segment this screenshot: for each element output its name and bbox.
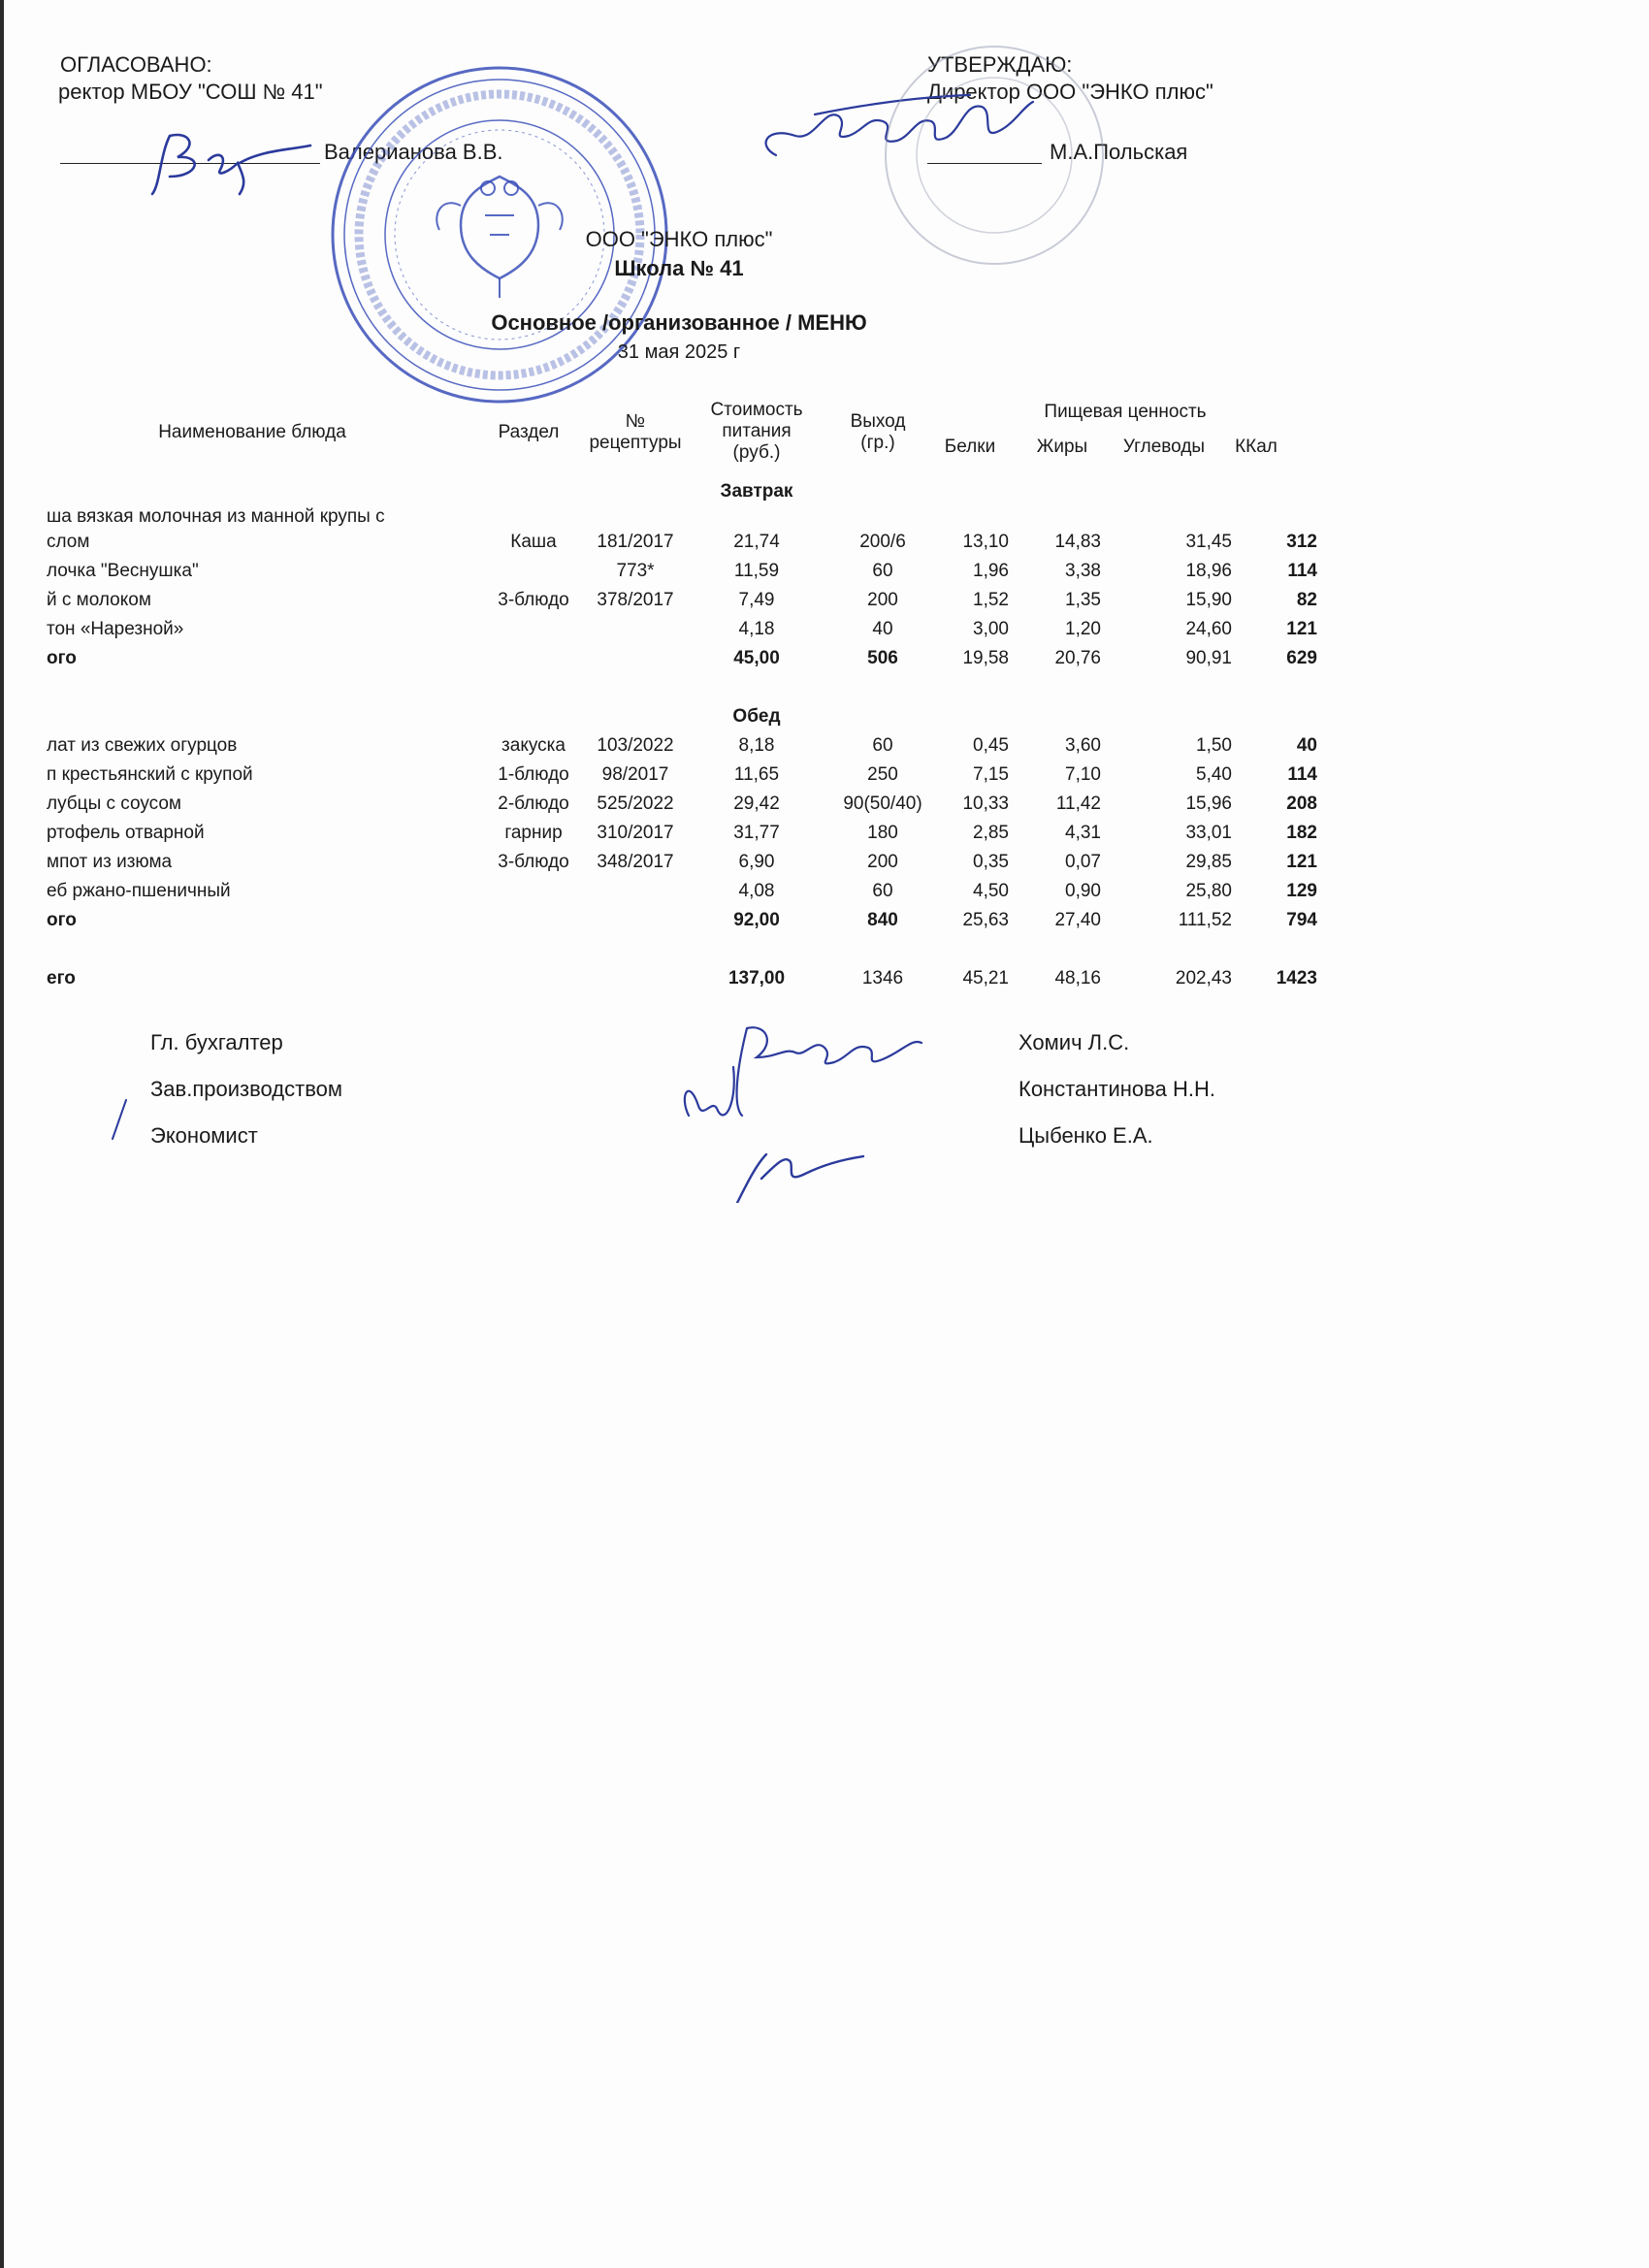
accountant-signatures [669, 1009, 960, 1203]
total-output: 840 [867, 910, 898, 930]
cell-recipe: 103/2022 [597, 735, 674, 756]
signature-name: Цыбенко Е.А. [1018, 1123, 1153, 1148]
cell-fat: 4,31 [1065, 823, 1101, 843]
cell-kcal: 121 [1286, 852, 1317, 872]
total-carbs: 111,52 [1178, 910, 1232, 930]
cell-cost: 21,74 [733, 532, 780, 552]
table-row [39, 613, 1319, 642]
cell-recipe: 348/2017 [597, 852, 674, 872]
cell-recipe: 378/2017 [597, 590, 674, 610]
col-section: Раздел [498, 422, 560, 442]
cell-cost: 6,90 [738, 852, 775, 872]
col-cost: Стоимость питания (руб.) [710, 400, 803, 463]
table-row [39, 729, 1319, 759]
cell-kcal: 129 [1286, 881, 1317, 901]
cell-output: 200/6 [859, 532, 906, 552]
cell-recipe: 525/2022 [597, 794, 674, 814]
cell-section: 1-блюдо [498, 764, 569, 785]
table-row [39, 526, 1319, 555]
cell-section: 3-блюдо [498, 590, 569, 610]
table-row [39, 584, 1319, 613]
cell-output: 250 [867, 764, 898, 785]
cell-carbs: 5,40 [1196, 764, 1232, 785]
cell-output: 40 [872, 619, 893, 639]
signature-name: Константинова Н.Н. [1018, 1077, 1215, 1101]
cell-section: Каша [510, 532, 557, 552]
total-cost: 137,00 [728, 968, 786, 988]
cell-section: гарнир [504, 823, 563, 843]
cell-name: ртофель отварной [47, 823, 205, 843]
approval-right-title: УТВЕРЖДАЮ: [927, 52, 1073, 77]
cell-fat: 11,42 [1055, 794, 1101, 814]
cell-cost: 29,42 [733, 794, 780, 814]
cell-protein: 7,15 [973, 764, 1009, 785]
menu-table [39, 396, 1319, 991]
cell-carbs: 18,96 [1185, 561, 1232, 581]
total-protein: 25,63 [962, 910, 1009, 930]
signature-role: Экономист [150, 1123, 258, 1148]
cell-protein: 10,33 [962, 794, 1009, 814]
cell-protein: 1,96 [973, 561, 1009, 581]
cell-protein: 4,50 [973, 881, 1009, 901]
cell-carbs: 31,45 [1185, 532, 1232, 552]
table-row [39, 875, 1319, 904]
signature-role: Гл. бухгалтер [150, 1030, 283, 1054]
cell-kcal: 114 [1287, 764, 1317, 785]
scan-edge [0, 0, 4, 2268]
school-name: Школа № 41 [614, 256, 744, 280]
menu-title: Основное /организованное / МЕНЮ [491, 310, 867, 335]
left-director-signature [131, 116, 315, 204]
col-carbs: Углеводы [1122, 437, 1206, 457]
cell-protein: 1,52 [973, 590, 1009, 610]
cell-section: закуска [501, 735, 566, 756]
cell-kcal: 182 [1286, 823, 1317, 843]
total-carbs: 202,43 [1175, 968, 1232, 988]
cell-recipe: 181/2017 [597, 532, 674, 552]
cell-carbs: 29,85 [1185, 852, 1232, 872]
cell-output: 200 [867, 590, 898, 610]
breakfast-total-row [39, 642, 1319, 671]
company-name: ООО "ЭНКО плюс" [585, 227, 773, 251]
approval-left-title: ОГЛАСОВАНО: [60, 52, 212, 77]
cell-name: лубцы с соусом [47, 794, 181, 814]
total-carbs: 90,91 [1185, 648, 1232, 668]
cell-output: 60 [872, 561, 893, 581]
total-fat: 48,16 [1054, 968, 1101, 988]
cell-protein: 13,10 [962, 532, 1009, 552]
cell-kcal: 312 [1286, 532, 1317, 552]
cell-fat: 1,35 [1065, 590, 1101, 610]
table-row [39, 759, 1319, 788]
cell-name: лочка "Веснушка" [47, 561, 199, 581]
total-protein: 19,58 [962, 648, 1009, 668]
table-row [39, 555, 1319, 584]
cell-fat: 3,60 [1065, 735, 1101, 756]
cell-name: лат из свежих огурцов [47, 735, 238, 756]
cell-name: слом [47, 532, 90, 552]
table-row [39, 817, 1319, 846]
cell-section: 3-блюдо [498, 852, 569, 872]
total-name: ого [47, 648, 77, 668]
cell-recipe: 98/2017 [601, 764, 669, 785]
col-kcal: ККал [1235, 437, 1277, 457]
cell-name: мпот из изюма [47, 852, 173, 872]
cell-name: тон «Нарезной» [47, 619, 184, 639]
total-protein: 45,21 [962, 968, 1009, 988]
cell-name: еб ржано-пшеничный [47, 881, 231, 901]
cell-fat: 14,83 [1054, 532, 1101, 552]
table-row [39, 846, 1319, 875]
cell-protein: 2,85 [973, 823, 1009, 843]
cell-kcal: 208 [1286, 794, 1317, 814]
total-cost: 92,00 [733, 910, 780, 930]
col-nutrition: Пищевая ценность [1044, 402, 1207, 422]
cell-section: 2-блюдо [498, 794, 569, 814]
cell-carbs: 15,90 [1185, 590, 1232, 610]
cell-fat: 1,20 [1065, 619, 1101, 639]
col-protein: Белки [944, 437, 996, 457]
total-kcal: 794 [1286, 910, 1317, 930]
lunch-total-row [39, 904, 1319, 933]
col-output: Выход (гр.) [850, 411, 906, 453]
approval-left-position: ректор МБОУ "СОШ № 41" [58, 80, 323, 104]
cell-kcal: 40 [1296, 735, 1317, 756]
cell-output: 90(50/40) [843, 794, 922, 814]
col-recipe: № рецептуры [589, 411, 682, 453]
total-fat: 27,40 [1054, 910, 1101, 930]
approval-left-name: Валерианова В.В. [324, 140, 503, 164]
grand-total-row [39, 962, 1319, 991]
signature-role: Зав.производством [150, 1077, 342, 1101]
cell-carbs: 24,60 [1185, 619, 1232, 639]
total-kcal: 1423 [1276, 968, 1317, 988]
cell-fat: 7,10 [1065, 764, 1101, 785]
cell-cost: 7,49 [738, 590, 775, 610]
cell-cost: 11,59 [733, 561, 780, 581]
approval-right-name: М.А.Польская [1050, 140, 1188, 164]
cell-cost: 31,77 [733, 823, 780, 843]
cell-output: 180 [867, 823, 898, 843]
total-output: 506 [867, 648, 898, 668]
total-fat: 20,76 [1054, 648, 1101, 668]
cell-cost: 4,08 [738, 881, 775, 901]
cell-carbs: 15,96 [1185, 794, 1232, 814]
cell-output: 200 [867, 852, 898, 872]
cell-protein: 3,00 [973, 619, 1009, 639]
cell-kcal: 114 [1287, 561, 1317, 581]
cell-protein: 0,35 [973, 852, 1009, 872]
lunch-section-title: Обед [732, 706, 781, 727]
cell-output: 60 [872, 735, 893, 756]
cell-fat: 0,07 [1065, 852, 1101, 872]
cell-output: 60 [872, 881, 893, 901]
total-name: его [47, 968, 76, 988]
signature-name: Хомич Л.С. [1018, 1030, 1130, 1054]
cell-carbs: 1,50 [1196, 735, 1232, 756]
company-stamp-faded [878, 39, 1111, 272]
breakfast-section-title: Завтрак [720, 481, 793, 502]
cell-name: п крестьянский с крупой [47, 764, 253, 785]
cell-protein: 0,45 [973, 735, 1009, 756]
cell-carbs: 33,01 [1185, 823, 1232, 843]
total-name: ого [47, 910, 77, 930]
menu-date: 31 мая 2025 г [617, 341, 741, 363]
cell-cost: 11,65 [733, 764, 780, 785]
table-row [39, 788, 1319, 817]
cell-kcal: 82 [1296, 590, 1317, 610]
col-name: Наименование блюда [158, 422, 346, 442]
total-cost: 45,00 [733, 648, 780, 668]
col-fat: Жиры [1036, 437, 1088, 457]
cell-cost: 4,18 [738, 619, 775, 639]
cell-recipe: 773* [616, 561, 655, 581]
cell-carbs: 25,80 [1185, 881, 1232, 901]
economist-mark [107, 1096, 136, 1145]
cell-fat: 3,38 [1065, 561, 1101, 581]
table-row-continuation: ша вязкая молочная из манной крупы с [47, 506, 385, 527]
cell-name: й с молоком [47, 590, 151, 610]
cell-recipe: 310/2017 [597, 823, 674, 843]
total-output: 1346 [861, 968, 904, 988]
cell-fat: 0,90 [1065, 881, 1101, 901]
cell-cost: 8,18 [738, 735, 775, 756]
cell-kcal: 121 [1286, 619, 1317, 639]
total-kcal: 629 [1286, 648, 1317, 668]
approval-right-position: Директор ООО "ЭНКО плюс" [927, 80, 1213, 104]
